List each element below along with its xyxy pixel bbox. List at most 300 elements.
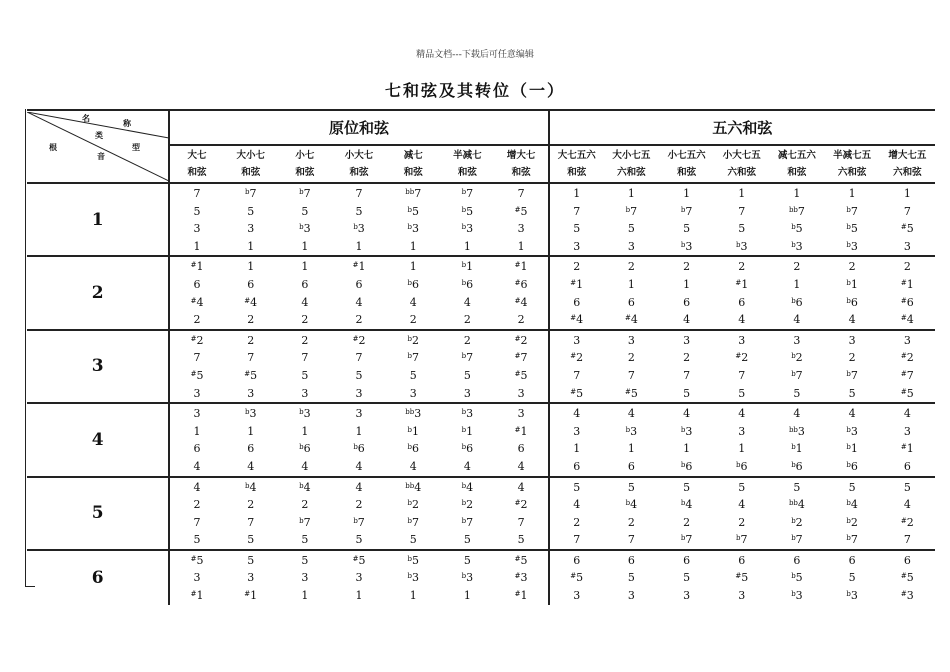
accidental-mark: #: [735, 352, 742, 361]
chord-note: 1: [193, 239, 201, 253]
page-title: 七和弦及其转位（一）: [384, 81, 565, 100]
chord-note: 4: [301, 459, 309, 473]
chord-note: 5: [355, 204, 363, 218]
chord-note: #1: [900, 277, 914, 291]
accidental-mark: b: [461, 188, 467, 196]
column-header-line2: 和弦: [677, 167, 697, 178]
chord-note: 4: [463, 295, 471, 309]
accidental-mark: #: [570, 387, 577, 396]
chord-notes-cell: [769, 403, 824, 476]
chord-note: #1: [570, 277, 584, 291]
chord-note: 7: [627, 368, 635, 382]
chord-notes-cell: [769, 183, 824, 256]
chord-note: 3: [247, 386, 255, 400]
chord-note: 6: [573, 459, 581, 473]
chord-notes-cell: [169, 183, 223, 256]
chord-note: 1: [793, 277, 801, 291]
chord-notes-cell: [278, 330, 332, 403]
column-header-line2: 和弦: [295, 167, 315, 178]
chord-note: $^b$7: [625, 204, 638, 218]
group-header-five-six: 五六和弦: [549, 110, 935, 145]
chord-note: $^b$4: [680, 498, 693, 512]
accidental-mark: #: [514, 590, 521, 599]
accidental-mark: b: [407, 443, 412, 452]
chord-note: #4: [624, 313, 638, 327]
accidental-mark: b: [791, 352, 796, 361]
chord-note: 3: [627, 333, 635, 347]
accidental-mark: #: [624, 387, 631, 396]
accidental-mark: b: [680, 240, 686, 249]
chord-note: $^b$7: [353, 515, 365, 529]
accidental-mark: #: [570, 278, 577, 287]
column-header: [224, 145, 278, 183]
chord-note: 2: [573, 260, 581, 274]
chord-notes-cell: [224, 183, 278, 256]
column-header-line1: 小七: [295, 150, 315, 161]
column-header-line2: 六和弦: [893, 167, 922, 178]
chord-notes-cell: [440, 256, 494, 329]
accidental-mark: #: [900, 443, 907, 452]
chord-notes-cell: [494, 183, 548, 256]
chord-note: #5: [352, 553, 366, 567]
accidental-mark: b: [461, 443, 467, 452]
chord-note: 2: [193, 498, 201, 512]
chord-note: $^b$3: [680, 239, 693, 253]
chord-note: $^b$6: [461, 442, 474, 456]
chord-note: #6: [514, 277, 528, 291]
chord-note: 5: [463, 553, 471, 567]
accidental-mark: b: [461, 261, 467, 270]
corner-label-lei: 类: [95, 130, 103, 140]
accidental-mark: b: [736, 460, 741, 469]
chord-note: $^b$7: [736, 533, 748, 547]
accidental-mark: b: [461, 572, 467, 581]
chord-note: $^b$7: [299, 515, 311, 529]
chord-note: #4: [570, 313, 584, 327]
chord-note: #5: [190, 368, 204, 382]
chord-notes-cell: [224, 477, 278, 550]
chord-note: 5: [517, 533, 525, 547]
accidental-mark: #: [190, 369, 197, 378]
accidental-mark: #: [514, 296, 521, 305]
chord-note: 3: [903, 239, 911, 253]
chord-note: $^b$1: [461, 424, 474, 438]
accidental-mark: b: [407, 425, 412, 434]
chord-note: $^b$3: [299, 407, 311, 421]
column-header: [825, 145, 880, 183]
chord-notes-cell: [386, 550, 440, 605]
chord-note: $^b$1: [846, 277, 858, 291]
accidental-mark: b: [461, 408, 467, 417]
chord-note: #4: [514, 295, 528, 309]
chord-notes-cell: [440, 183, 494, 256]
chord-note: $^b$7: [461, 351, 474, 365]
chord-note: $^b$3: [244, 407, 257, 421]
chord-note: 3: [193, 222, 201, 236]
chord-note: 1: [409, 589, 417, 603]
column-header: [332, 145, 386, 183]
chord-note: $^b$6: [461, 277, 474, 291]
chord-note: 5: [409, 533, 417, 547]
chord-note: 1: [463, 239, 471, 253]
chord-notes-cell: [224, 256, 278, 329]
chord-notes-cell: [714, 183, 769, 256]
chord-note: 4: [848, 407, 856, 421]
chord-note: 1: [848, 187, 856, 200]
accidental-mark: b: [461, 516, 467, 525]
chord-note: $^b$7: [791, 533, 803, 547]
accidental-mark: #: [514, 205, 521, 214]
accidental-mark: #: [352, 334, 359, 343]
chord-note: 3: [193, 571, 201, 585]
chord-notes-cell: [494, 477, 548, 550]
chord-note: 1: [301, 589, 309, 603]
chord-note: $^b$3: [625, 424, 638, 438]
column-header-line1: 增大七: [506, 150, 536, 161]
table-row: [27, 477, 935, 550]
column-header-line1: 半减七: [453, 150, 482, 161]
chord-note: $^b$3: [791, 589, 803, 603]
chord-note: 1: [793, 187, 801, 200]
chord-notes-cell: [386, 183, 440, 256]
chord-note: 3: [517, 407, 525, 421]
accidental-mark: #: [514, 334, 521, 343]
chord-note: #7: [514, 351, 528, 365]
chord-note: $^b$6: [736, 459, 748, 473]
chord-note: $^b$4: [461, 480, 474, 494]
accidental-mark: b: [736, 240, 741, 249]
chord-note: $^b$7: [461, 187, 474, 200]
chord-note: $^b$3: [791, 239, 803, 253]
group-header-root-position: 原位和弦: [169, 110, 548, 145]
chord-note: $^b$6: [846, 295, 858, 309]
chord-notes-cell: [169, 330, 223, 403]
chord-note: $^b$3: [736, 239, 748, 253]
chord-note: 3: [738, 589, 746, 603]
chord-notes-cell: [549, 183, 604, 256]
chord-note: $^b$5: [461, 204, 474, 218]
accidental-mark: b: [461, 352, 467, 361]
chord-note: 6: [848, 553, 856, 567]
chord-note: 6: [627, 459, 635, 473]
chord-note: #2: [900, 515, 914, 529]
chord-note: $^b$5: [846, 222, 858, 236]
chord-note: 6: [903, 459, 911, 473]
chord-note: 1: [247, 260, 255, 274]
chord-notes-cell: [278, 183, 332, 256]
chord-note: $^b$6: [846, 459, 858, 473]
chord-notes-cell: [825, 477, 880, 550]
accidental-mark: #: [900, 387, 907, 396]
column-header-line2: 和弦: [187, 167, 207, 178]
chord-notes-cell: [659, 550, 714, 605]
chord-note: #6: [900, 295, 914, 309]
corner-label-cheng: 称: [123, 118, 131, 128]
chord-note: $^b$2: [791, 515, 803, 529]
accidental-mark: b: [407, 205, 412, 214]
chord-notes-cell: [278, 477, 332, 550]
chord-notes-cell: [880, 330, 935, 403]
accidental-mark: b: [299, 223, 304, 232]
accidental-mark: #: [900, 369, 907, 378]
chord-note: 4: [627, 407, 635, 421]
chord-note: 6: [193, 442, 201, 456]
column-header: [880, 145, 935, 183]
chord-notes-cell: [880, 183, 935, 256]
column-header-line2: 和弦: [349, 167, 369, 178]
chord-note: #7: [900, 368, 914, 382]
chord-note: 5: [193, 533, 201, 547]
chord-note: #5: [570, 571, 584, 585]
accidental-mark: #: [514, 554, 521, 563]
chord-notes-cell: [169, 403, 223, 476]
chord-note: 3: [573, 424, 581, 438]
chord-note: #5: [900, 571, 914, 585]
accidental-mark: b: [846, 278, 851, 287]
chord-notes-cell: [386, 403, 440, 476]
accidental-mark: #: [244, 296, 251, 305]
chord-note: $^b$7: [299, 187, 311, 200]
chord-note: 5: [193, 204, 201, 218]
chord-note: 5: [247, 204, 255, 218]
chord-note: $^b$1: [407, 424, 419, 438]
chord-note: 7: [573, 368, 581, 382]
column-header: [659, 145, 714, 183]
chord-note: 5: [683, 480, 691, 494]
root-note-cell: 4: [27, 403, 169, 476]
chord-note: 1: [247, 424, 255, 438]
chord-note: 3: [301, 571, 309, 585]
chord-note: 5: [301, 368, 309, 382]
accidental-mark: b: [846, 460, 851, 469]
chord-notes-cell: [714, 403, 769, 476]
accidental-mark: b: [461, 499, 467, 508]
corner-label-xing: 型: [132, 142, 140, 152]
corner-label-ming: 名: [82, 113, 90, 123]
chord-note: $^b$4: [244, 480, 257, 494]
accidental-mark: b: [244, 188, 250, 196]
accidental-mark: #: [570, 352, 577, 361]
chord-note: #5: [570, 386, 584, 400]
column-header: [278, 145, 332, 183]
chord-note: #1: [514, 424, 528, 438]
chord-note: 7: [301, 351, 309, 365]
chord-note: 3: [247, 222, 255, 236]
chord-note: 3: [627, 589, 635, 603]
chord-note: 4: [793, 313, 801, 327]
accidental-mark: b: [791, 590, 796, 599]
chord-note: $^b$5: [407, 553, 419, 567]
root-note-cell: 6: [27, 550, 169, 605]
chord-note: 2: [738, 260, 746, 274]
column-header: [714, 145, 769, 183]
chord-notes-cell: [332, 256, 386, 329]
chord-note: 4: [683, 313, 691, 327]
chord-note: 1: [683, 187, 691, 200]
chord-note: 2: [627, 260, 635, 274]
root-note-cell: 5: [27, 477, 169, 550]
chord-note: 4: [355, 295, 363, 309]
chord-note: $^b$3: [461, 222, 474, 236]
chord-note: 4: [517, 459, 525, 473]
chord-note: 7: [683, 368, 691, 382]
chord-notes-cell: [604, 550, 659, 605]
chord-note: 6: [627, 295, 635, 309]
chord-note: $^b$7: [680, 204, 693, 218]
chord-note: #5: [900, 222, 914, 236]
chord-note: 4: [355, 480, 363, 494]
chord-note: 2: [848, 260, 856, 274]
chord-note: 4: [738, 407, 746, 421]
accidental-mark: b: [791, 516, 796, 525]
accidental-mark: #: [514, 572, 521, 581]
column-header-line1: 大小七五: [612, 150, 651, 161]
column-header: [440, 145, 494, 183]
accidental-mark: b: [680, 499, 686, 508]
chord-note: 1: [517, 239, 525, 253]
accidental-mark: b: [461, 223, 467, 232]
chord-note: 7: [903, 533, 911, 547]
chord-note: 4: [738, 498, 746, 512]
accidental-mark: b: [299, 188, 304, 196]
chord-note: $^b$1: [791, 442, 803, 456]
chord-note: 5: [573, 480, 581, 494]
chord-note: 3: [517, 386, 525, 400]
chord-note: 5: [573, 222, 581, 236]
chord-note: 1: [355, 589, 363, 603]
chord-note: 4: [409, 459, 417, 473]
chord-note: #5: [244, 368, 258, 382]
chord-notes-cell: [825, 183, 880, 256]
chord-notes-cell: [549, 550, 604, 605]
accidental-mark: bb: [788, 425, 798, 434]
chord-note: 6: [247, 277, 255, 291]
chord-note: 2: [683, 260, 691, 274]
column-header-line1: 小大七五: [722, 150, 761, 161]
accidental-mark: b: [625, 425, 631, 434]
accidental-mark: b: [407, 352, 412, 361]
table-row: [27, 256, 935, 329]
chord-note: 5: [301, 204, 309, 218]
chord-note: $^b$3: [846, 424, 858, 438]
chord-note: 1: [738, 187, 746, 200]
accidental-mark: b: [680, 425, 686, 434]
chord-note: #2: [570, 351, 584, 365]
chord-note: 5: [683, 386, 691, 400]
column-header-line2: 和弦: [567, 167, 587, 178]
accidental-mark: b: [407, 499, 412, 508]
chord-notes-cell: [880, 477, 935, 550]
chord-note: $^b$1: [846, 442, 858, 456]
chord-notes-cell: [604, 403, 659, 476]
chord-inversion-table: [27, 109, 935, 605]
chord-notes-cell: [386, 330, 440, 403]
accidental-mark: #: [352, 261, 359, 270]
chord-note: 4: [573, 498, 581, 512]
chord-note: $^b$6: [791, 459, 803, 473]
chord-note: 3: [793, 333, 801, 347]
chord-note: $^b$5: [407, 204, 419, 218]
chord-note: 3: [573, 333, 581, 347]
column-header: [494, 145, 548, 183]
chord-note: 2: [573, 515, 581, 529]
chord-note: #5: [735, 571, 749, 585]
chord-note: 4: [193, 480, 201, 494]
chord-note: 2: [903, 260, 911, 274]
accidental-mark: #: [900, 296, 907, 305]
chord-note: 5: [247, 533, 255, 547]
chord-note: #2: [514, 498, 528, 512]
chord-note: 2: [247, 498, 255, 512]
chord-notes-cell: [494, 330, 548, 403]
chord-note: 6: [683, 295, 691, 309]
accidental-mark: b: [407, 278, 412, 287]
chord-note: 1: [627, 187, 635, 200]
chord-notes-cell: [659, 256, 714, 329]
chord-note: 2: [517, 313, 525, 327]
chord-note: 1: [301, 239, 309, 253]
column-header-line1: 小大七: [344, 150, 374, 161]
accidental-mark: b: [680, 205, 686, 214]
accidental-mark: #: [514, 425, 521, 434]
chord-note: 2: [355, 313, 363, 327]
accidental-mark: bb: [405, 481, 415, 490]
chord-note: 5: [848, 571, 856, 585]
chord-note: 6: [738, 295, 746, 309]
chord-note: 4: [848, 313, 856, 327]
chord-note: $^b$7: [846, 204, 858, 218]
chord-note: 3: [903, 424, 911, 438]
accidental-mark: #: [900, 516, 907, 525]
accidental-mark: b: [846, 240, 851, 249]
accidental-mark: bb: [788, 205, 798, 214]
chord-notes-cell: [880, 256, 935, 329]
chord-note: $^b$3: [846, 589, 858, 603]
chord-note: 1: [193, 424, 201, 438]
chord-note: $^b$6: [680, 459, 693, 473]
chord-note: 5: [247, 553, 255, 567]
accidental-mark: b: [625, 205, 631, 214]
chord-note: 2: [683, 515, 691, 529]
chord-note: 6: [573, 295, 581, 309]
chord-note: 3: [355, 571, 363, 585]
chord-notes-cell: [769, 550, 824, 605]
accidental-mark: b: [791, 443, 796, 452]
chord-note: $^b$7: [846, 368, 858, 382]
chord-note: 1: [463, 589, 471, 603]
table-row: [27, 183, 935, 256]
chord-note: #1: [514, 260, 528, 274]
chord-note: 2: [683, 351, 691, 365]
chord-note: $^b$4: [846, 498, 858, 512]
chord-note: 6: [301, 277, 309, 291]
chord-note: 2: [627, 515, 635, 529]
accidental-mark: #: [514, 278, 521, 287]
chord-note: 1: [573, 442, 581, 456]
chord-note: 3: [355, 407, 363, 421]
chord-note: 4: [247, 459, 255, 473]
accidental-mark: #: [900, 314, 907, 323]
chord-note: #1: [514, 589, 528, 603]
accidental-mark: #: [190, 554, 197, 563]
chord-note: 5: [793, 386, 801, 400]
chord-notes-cell: [880, 550, 935, 605]
chord-note: 5: [463, 533, 471, 547]
chord-note: 3: [903, 333, 911, 347]
chord-note: 2: [848, 351, 856, 365]
chord-note: 3: [355, 386, 363, 400]
chord-note: $^b$7: [407, 515, 419, 529]
